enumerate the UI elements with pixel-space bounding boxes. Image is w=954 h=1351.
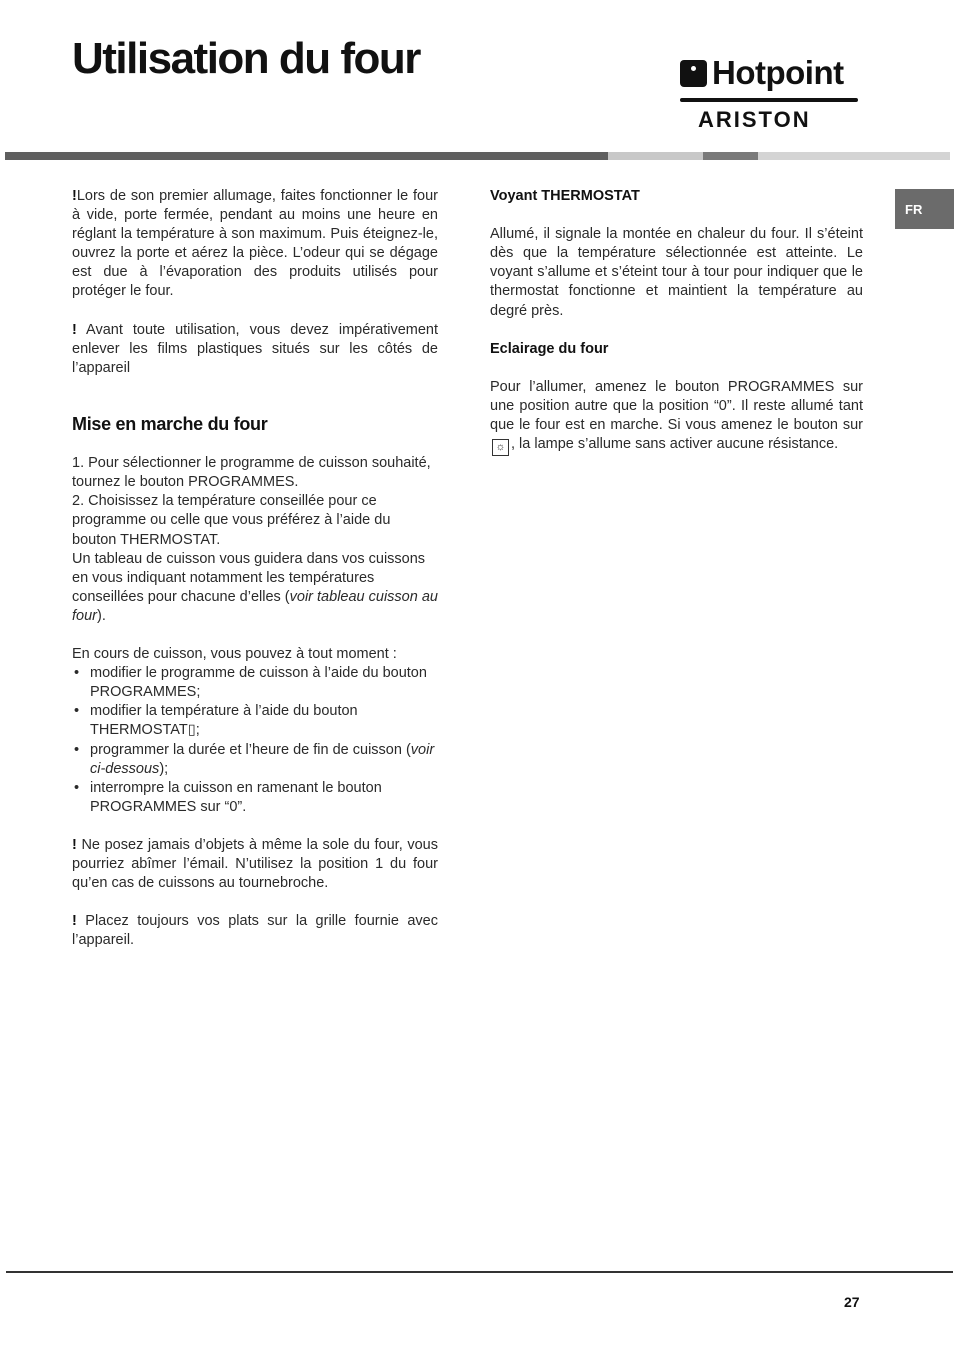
logo-brand-hotpoint: Hotpoint: [712, 54, 844, 91]
thermostat-light-text: Allumé, il signale la montée en chaleur du four. Il s’éteint dès que la température sélectionnée est atteinte. Le voyant s’allume et s’éteint tour à tour pour indiquer que le thermostat fonctionne et maintient la température au degré près.: [490, 226, 863, 319]
oven-light-text-a: Pour l’allumer, amenez le bouton PROGRAMMES sur une position autre que la position “0”. Il reste allumé tant que le four est en marche. Si vous amenez le bouton sur: [490, 378, 863, 434]
right-column: [490, 187, 863, 475]
note-oven-floor-text: Ne posez jamais d’objets à même la sole du four, vous pourriez abîmer l’émail. N’utilisez la position 1 du four qu’en cas de cuissons au tournebroche.: [72, 837, 438, 892]
during-cooking-list: [72, 664, 438, 817]
during-cooking-intro: En cours de cuisson, vous pouvez à tout moment :: [72, 646, 397, 663]
list-item: [72, 741, 438, 779]
logo-mark-icon: [680, 60, 707, 87]
note-plastic-films: [72, 321, 438, 378]
note-plastic-films-text: Avant toute utilisation, vous devez impérativement enlever les films plastiques situés sur les côtés de l’appareil: [72, 321, 438, 376]
list-item: • modifier la température à l’aide du bouton THERMOSTAT▯;: [72, 702, 438, 740]
warning-mark: !: [72, 837, 77, 853]
cooking-table-note: [72, 550, 438, 626]
left-column: [72, 187, 438, 970]
warning-mark: !: [72, 913, 77, 930]
list-item-end: );: [159, 760, 169, 777]
step-2: 2. Choisissez la température conseillée pour ce programme ou celle que vous préférez à l’aide du bouton THERMOSTAT.: [72, 493, 391, 548]
note-grill: [72, 912, 438, 950]
list-item-text: programmer la durée et l’heure de fin de cuisson (: [90, 741, 411, 758]
list-item: • interrompre la cuisson en ramenant le bouton PROGRAMMES sur “0”.: [72, 779, 438, 817]
cooking-table-end: ).: [97, 607, 106, 624]
note-grill-text: Placez toujours vos plats sur la grille fournie avec l’appareil.: [72, 913, 438, 949]
header-stripe-dark: [5, 152, 608, 160]
footer-rule: [6, 1271, 953, 1273]
logo-brand-ariston: ARISTON: [698, 107, 811, 132]
list-item: • modifier le programme de cuisson à l’aide du bouton PROGRAMMES;: [72, 664, 438, 702]
language-tab: FR: [895, 189, 954, 229]
section-title-mise-en-marche: Mise en marche du four: [72, 414, 268, 435]
header-stripe-light-1: [608, 152, 703, 160]
cooking-table-ref: voir tableau cuisson au four: [72, 588, 438, 624]
note-first-use: [72, 187, 438, 302]
warning-mark: !: [72, 321, 77, 338]
hotpoint-ariston-logo: [678, 56, 860, 136]
lamp-icon: ☼: [492, 439, 509, 456]
header-stripe-light-2: [758, 152, 950, 160]
list-item-ref: voir ci-dessous: [90, 741, 435, 777]
logo-divider: [680, 98, 858, 102]
oven-light-text: [490, 378, 863, 456]
warning-mark: !: [72, 188, 77, 204]
note-first-use-text: Lors de son premier allumage, faites fonctionner le four à vide, porte fermée, pendant au moins une heure en réglant la température à son maximum. Puis éteignez-le, ouvrez la porte et aérez la pièce. L’odeur qui se dégage est due à l’évaporation des produits utilisés pour protéger le four.: [72, 188, 438, 300]
heading-voyant-thermostat: Voyant THERMOSTAT: [490, 188, 640, 204]
step-1: 1. Pour sélectionner le programme de cuisson souhaité, tournez le bouton PROGRAMMES.: [72, 455, 431, 491]
oven-light-text-b: , la lampe s’allume sans activer aucune résistance.: [511, 436, 839, 453]
note-oven-floor: [72, 836, 438, 893]
heading-eclairage: Eclairage du four: [490, 340, 609, 357]
page-title: Utilisation du four: [72, 34, 420, 83]
page-number: 27: [844, 1294, 860, 1310]
header-stripe-mid: [703, 152, 758, 160]
cooking-table-text: Un tableau de cuisson vous guidera dans vos cuissons en vous indiquant notamment les températures conseillées pour chacune d’elles (: [72, 550, 426, 605]
